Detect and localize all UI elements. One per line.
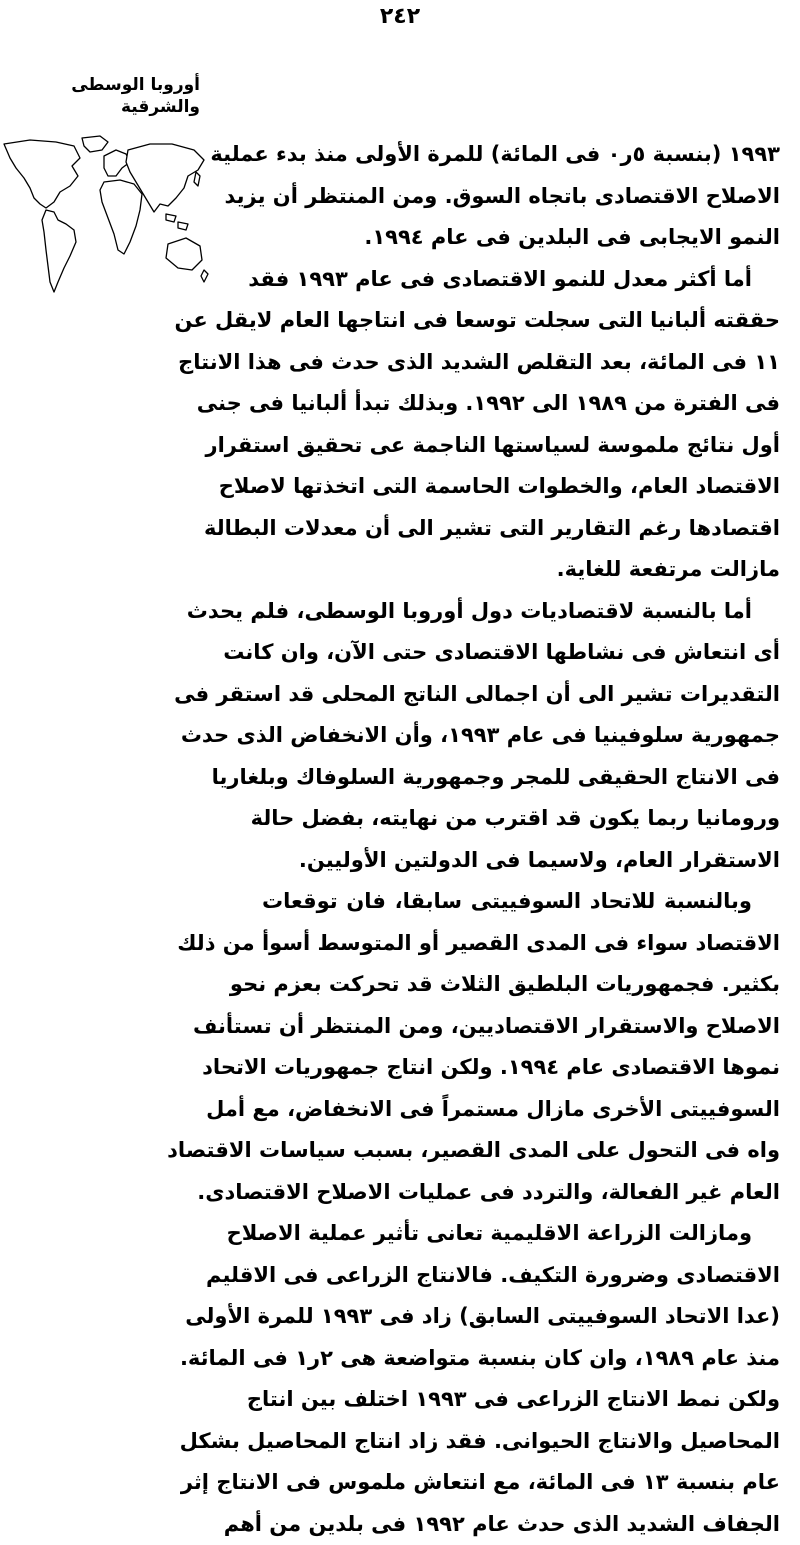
body-line: جمهورية سلوفينيا فى عام ١٩٩٣، وأن الانخفاض الذى حدث (262, 715, 780, 757)
body-line: الاصلاح والاستقرار الاقتصاديين، ومن المنتظر أن تستأنف (262, 1006, 780, 1048)
body-line: أول نتائج ملموسة لسياستها الناجمة عى تحقيق استقرار (262, 425, 780, 467)
body-line: اقتصادها رغم التقارير التى تشير الى أن معدلات البطالة (262, 508, 780, 550)
body-line: ولكن نمط الانتاج الزراعى فى ١٩٩٣ اختلف بين انتاج (262, 1379, 780, 1421)
body-line: الاستقرار العام، ولاسيما فى الدولتين الأوليين. (262, 840, 780, 882)
body-line: ١١ فى المائة، بعد التقلص الشديد الذى حدث فى هذا الانتاج (262, 342, 780, 384)
body-line: السوفييتى الأخرى مازال مستمراً فى الانخفاض، مع أمل (262, 1089, 780, 1131)
body-line: (عدا الاتحاد السوفييتى السابق) زاد فى ١٩٩٣ للمرة الأولى (262, 1296, 780, 1338)
world-map-icon (0, 132, 210, 312)
body-line: حققته ألبانيا التى سجلت توسعا فى انتاجها العام لايقل عن (262, 300, 780, 342)
body-line: الاقتصاد العام، والخطوات الحاسمة التى اتخذتها لاصلاح (262, 466, 780, 508)
body-line: ١٩٩٣ (بنسبة ٥ر٠ فى المائة) للمرة الأولى منذ بدء عملية (262, 134, 780, 176)
body-line: وبالنسبة للاتحاد السوفييتى سابقا، فان توقعات (262, 881, 780, 923)
body-line: فى الفترة من ١٩٨٩ الى ١٩٩٢. وبذلك تبدأ ألبانيا فى جنى (262, 383, 780, 425)
body-line: نموها الاقتصادى عام ١٩٩٤. ولكن انتاج جمهوريات الاتحاد (262, 1047, 780, 1089)
body-line: النمو الايجابى فى البلدين فى عام ١٩٩٤. (262, 217, 780, 259)
body-line: ومازالت الزراعة الاقليمية تعانى تأثير عملية الاصلاح (262, 1213, 780, 1255)
body-line: بكثير. فجمهوريات البلطيق الثلاث قد تحركت بعزم نحو (262, 964, 780, 1006)
body-line: واه فى التحول على المدى القصير، بسبب سياسات الاقتصاد (262, 1130, 780, 1172)
body-line: أى انتعاش فى نشاطها الاقتصادى حتى الآن، وان كانت (262, 632, 780, 674)
body-line: الجفاف الشديد الذى حدث عام ١٩٩٢ فى بلدين من أهم (262, 1504, 780, 1545)
page-number: ٢٤٢ (0, 4, 800, 30)
body-text (262, 134, 780, 1545)
body-line: ورومانيا ربما يكون قد اقترب من نهايته، بفضل حالة (262, 798, 780, 840)
body-line: أما أكثر معدل للنمو الاقتصادى فى عام ١٩٩٣ فقد (262, 259, 780, 301)
body-line: عام بنسبة ١٣ فى المائة، مع انتعاش ملموس فى الانتاج إثر (262, 1462, 780, 1504)
body-line: الاقتصادى وضرورة التكيف. فالانتاج الزراعى فى الاقليم (262, 1255, 780, 1297)
body-line: الاقتصاد سواء فى المدى القصير أو المتوسط أسوأ من ذلك (262, 923, 780, 965)
body-line: منذ عام ١٩٨٩، وان كان بنسبة متواضعة هى ٢ر١ فى المائة. (262, 1338, 780, 1380)
body-line: التقديرات تشير الى أن اجمالى الناتج المحلى قد استقر فى (262, 674, 780, 716)
section-header: أوروبا الوسطى والشرقية (0, 74, 200, 118)
body-line: أما بالنسبة لاقتصاديات دول أوروبا الوسطى، فلم يحدث (262, 591, 780, 633)
body-line: الاصلاح الاقتصادى باتجاه السوق. ومن المنتظر أن يزيد (262, 176, 780, 218)
body-line: مازالت مرتفعة للغاية. (262, 549, 780, 591)
body-line: المحاصيل والانتاج الحيوانى. فقد زاد انتاج المحاصيل بشكل (262, 1421, 780, 1463)
body-line: فى الانتاج الحقيقى للمجر وجمهورية السلوفاك وبلغاريا (262, 757, 780, 799)
body-line: العام غير الفعالة، والتردد فى عمليات الاصلاح الاقتصادى. (262, 1172, 780, 1214)
